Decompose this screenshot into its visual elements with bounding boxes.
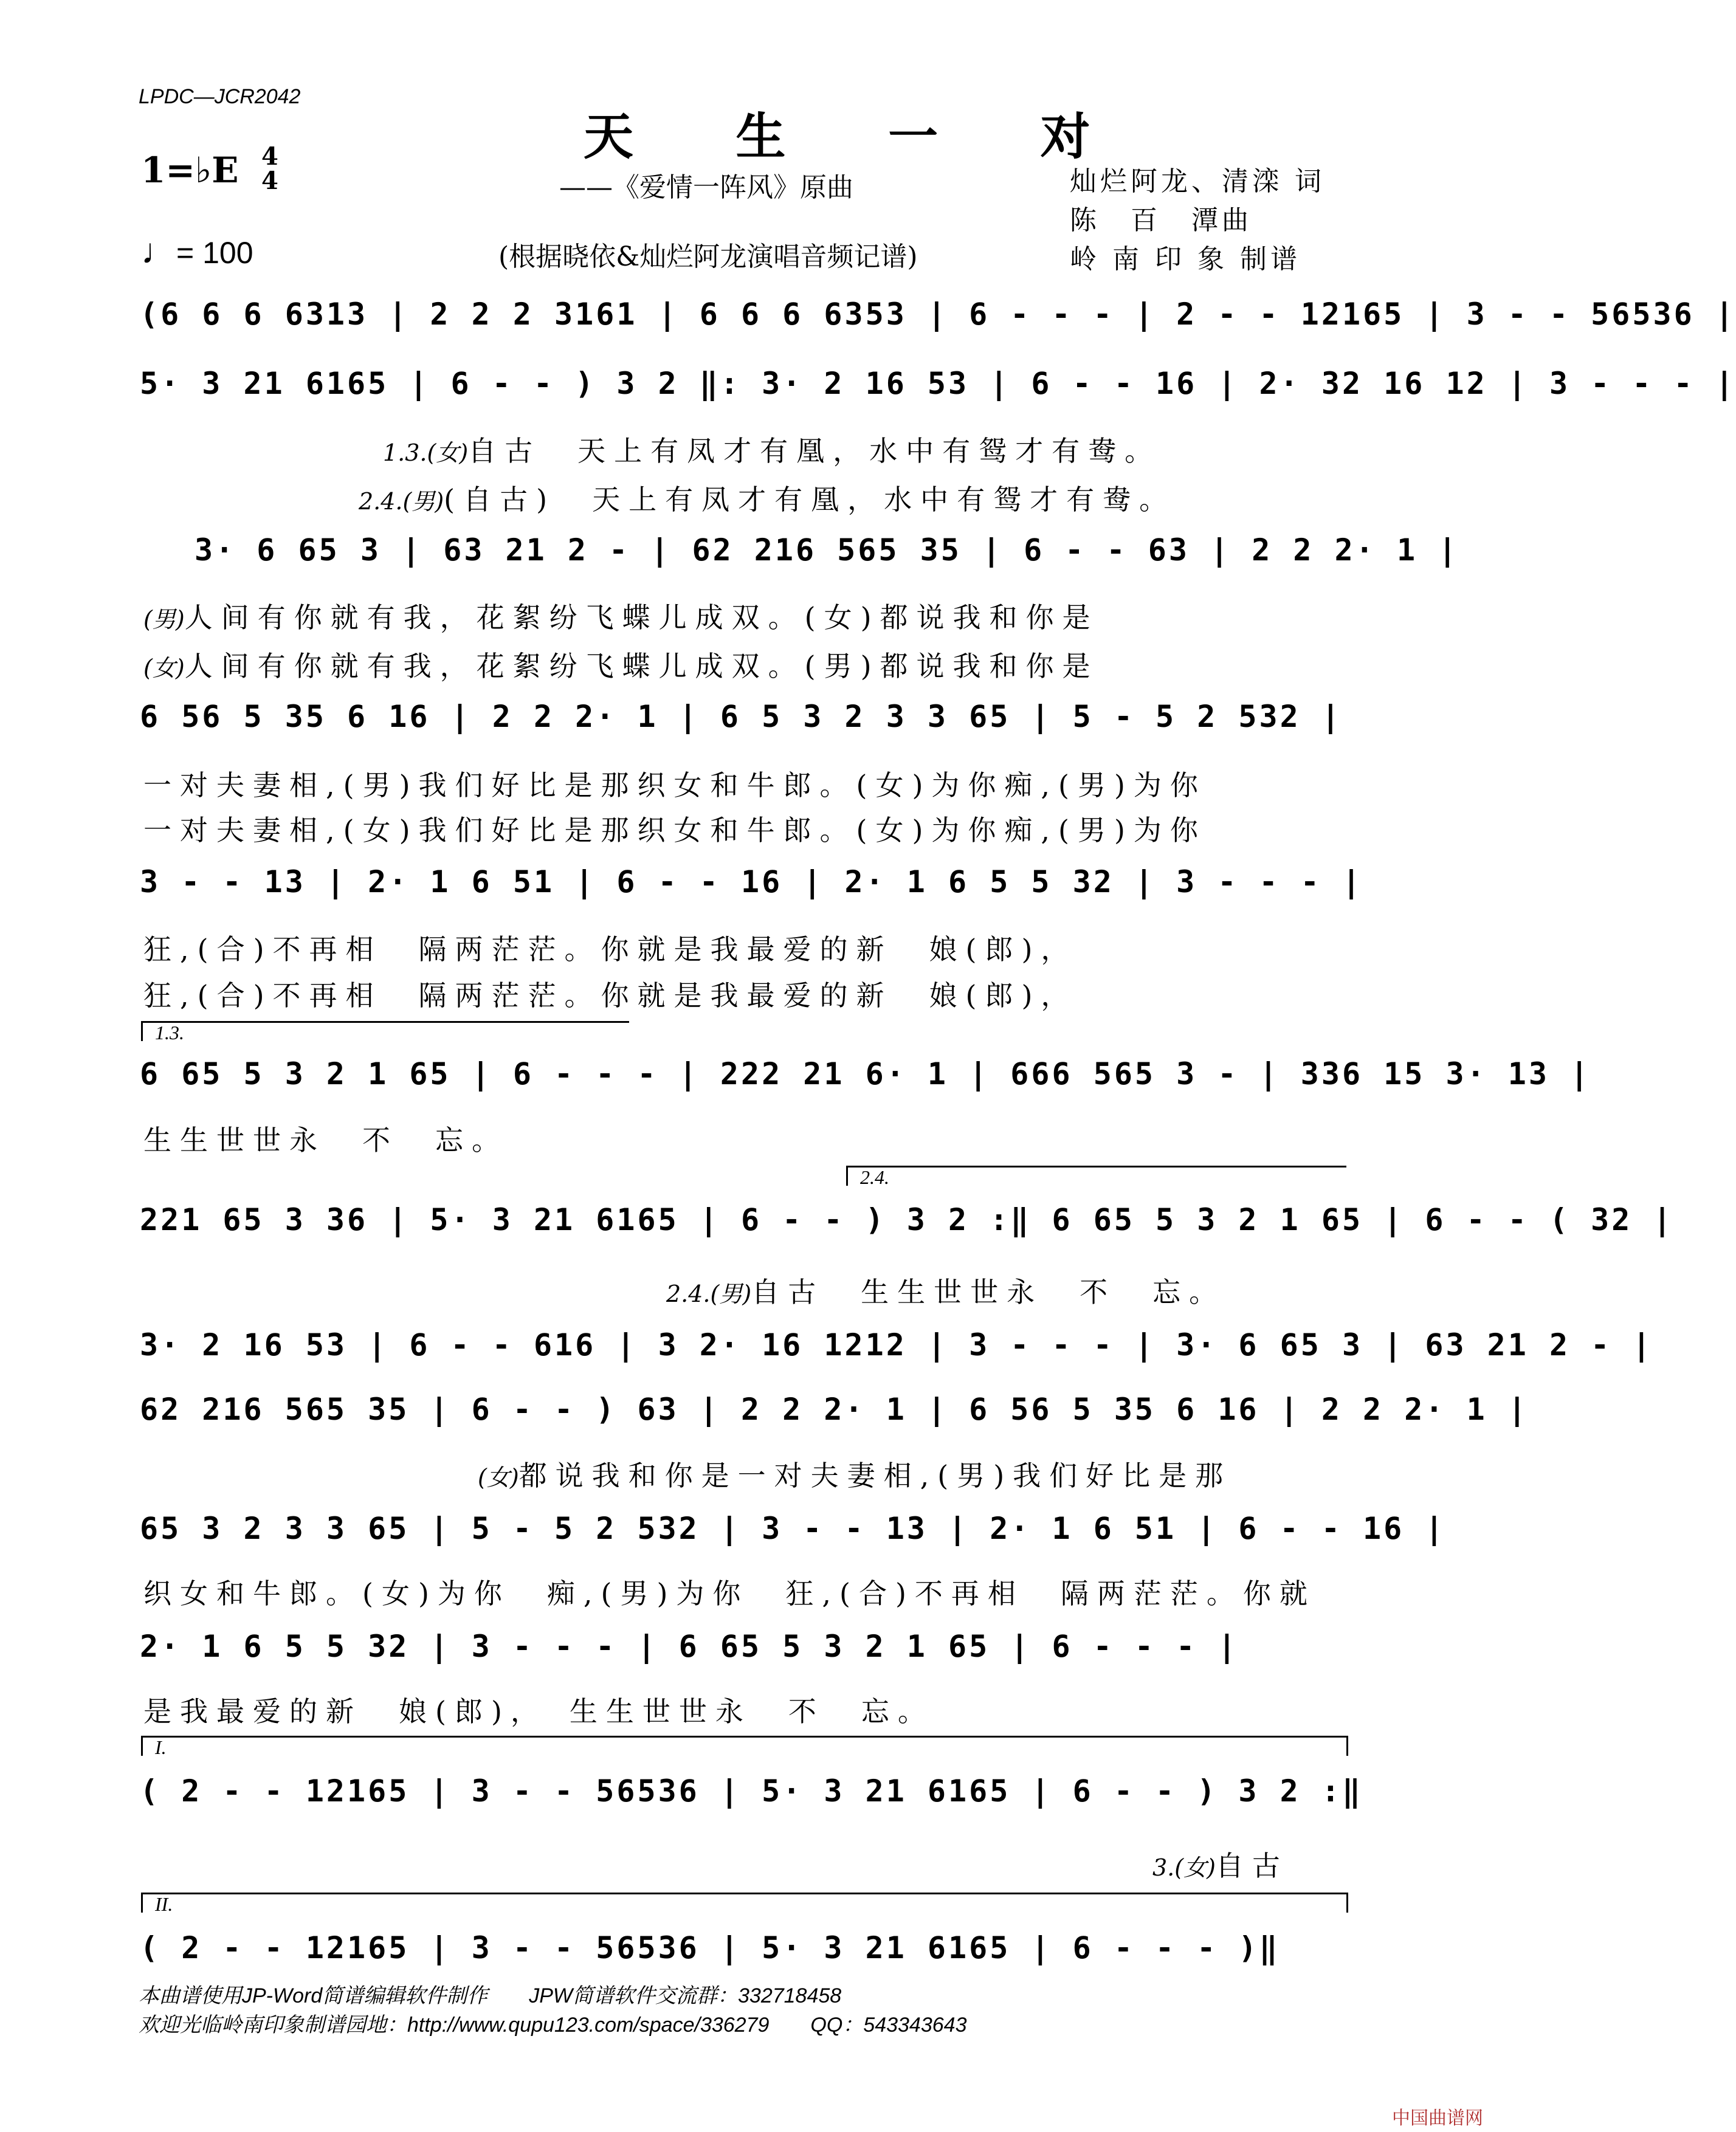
credit-lyricist: 灿烂阿龙、清滦 词 <box>1070 166 1325 197</box>
lyric-role: 1.3.(女) <box>383 439 469 466</box>
lyric-line: 织女和牛郎。(女)为你 痴,(男)为你 狂,(合)不再相 隔两茫茫。你就 <box>143 1577 1316 1610</box>
staff-line: ( 2 - - 12165 | 3 - - 56536 | 5· 3 21 6165 | 6 - - - )‖ <box>140 1930 1280 1965</box>
volta-label: I. <box>155 1736 167 1758</box>
subtitle: ——《爱情一阵风》原曲 <box>559 172 853 203</box>
staff-line: ( 2 - - 12165 | 3 - - 56536 | 5· 3 21 6165 | 6 - - ) 3 2 :‖ <box>140 1773 1363 1809</box>
lyric-line: 一对夫妻相,(男)我们好比是那织女和牛郎。(女)为你痴,(男)为你 <box>143 769 1207 802</box>
volta-label: II. <box>155 1893 173 1915</box>
lyric-line <box>143 644 1099 684</box>
staff-line: 6 56 5 35 6 16 | 2 2 2· 1 | 6 5 3 2 3 3 65 | 5 - 5 2 532 | <box>140 699 1342 734</box>
page-title: 天 生 一 对 <box>584 108 1133 166</box>
lyric-line <box>666 1270 1225 1310</box>
lyric-role: 2.4.(男) <box>359 488 444 515</box>
staff-line: 6 65 5 3 2 1 65 | 6 - - - | 222 21 6· 1 | 666 565 3 - | 336 15 3· 13 | <box>140 1056 1591 1092</box>
lyric-text: (自古) 天上有凤才有凰，水中有鸳才有鸯。 <box>444 483 1176 516</box>
lyric-line <box>383 429 1161 469</box>
staff-line: 65 3 2 3 3 65 | 5 - 5 2 532 | 3 - - 13 | 2· 1 6 51 | 6 - - 16 | <box>140 1511 1446 1546</box>
staff-line: 3· 2 16 53 | 6 - - 616 | 3 2· 16 1212 | 3 - - - | 3· 6 65 3 | 63 21 2 - | <box>140 1327 1653 1363</box>
credit-composer: 陈 百 潭曲 <box>1070 205 1252 236</box>
lyric-text: 人间有你就有我，花絮纷飞蝶儿成双。(男)都说我和你是 <box>184 650 1099 683</box>
footer-line: 本曲谱使用JP-Word简谱编辑软件制作 JPW简谱软件交流群：332718458 <box>139 1984 842 2007</box>
staff-line: 2· 1 6 5 5 32 | 3 - - - | 6 65 5 3 2 1 65 | 6 - - - | <box>140 1629 1239 1664</box>
time-signature <box>261 142 278 195</box>
lyric-role: 2.4.(男) <box>666 1281 752 1307</box>
lyric-line: 一对夫妻相,(女)我们好比是那织女和牛郎。(女)为你痴,(男)为你 <box>143 814 1207 847</box>
staff-line: 5· 3 21 6165 | 6 - - ) 3 2 ‖: 3· 2 16 53 | 6 - - 16 | 2· 32 16 12 | 3 - - - | <box>140 366 1736 401</box>
lyric-line: 是我最爱的新 娘(郎)， 生生世世永 不 忘。 <box>143 1695 934 1728</box>
lyric-role: (男) <box>143 606 185 633</box>
lyric-text: 人间有你就有我，花絮纷飞蝶儿成双。(女)都说我和你是 <box>184 601 1099 634</box>
tempo-mark <box>141 231 253 272</box>
staff-line: 221 65 3 36 | 5· 3 21 6165 | 6 - - ) 3 2 :‖ 6 65 5 3 2 1 65 | 6 - - ( 32 | <box>140 1202 1674 1237</box>
staff-line: 62 216 565 35 | 6 - - ) 63 | 2 2 2· 1 | 6 56 5 35 6 16 | 2 2 2· 1 | <box>140 1392 1529 1427</box>
lyric-line <box>143 596 1099 636</box>
lyric-role: 3.(女) <box>1152 1854 1216 1881</box>
footer-line: 欢迎光临岭南印象制谱园地：http://www.qupu123.com/space/336279 QQ：543343643 <box>139 2013 967 2037</box>
lyric-text: 都说我和你是一对夫妻相,(男)我们好比是那 <box>518 1459 1232 1492</box>
lyric-line <box>1152 1844 1289 1884</box>
key-signature: 1=♭E <box>141 150 239 191</box>
lyric-text: 自古 天上有凤才有凰，水中有鸳才有鸯。 <box>468 435 1162 467</box>
volta-label: 1.3. <box>155 1022 184 1044</box>
lyric-line: 生生世世永 不 忘。 <box>143 1124 508 1157</box>
score-code: LPDC—JCR2042 <box>139 85 301 108</box>
lyric-text: 自古 <box>1215 1849 1289 1882</box>
lyric-line: 狂,(合)不再相 隔两茫茫。你就是我最爱的新 娘(郎)， <box>143 933 1078 966</box>
volta-bracket <box>141 1893 1348 1913</box>
staff-line: (6 6 6 6313 | 2 2 2 3161 | 6 6 6 6353 | 6 - - - | 2 - - 12165 | 3 - - 56536 | <box>140 297 1736 332</box>
staff-line: 3 - - 13 | 2· 1 6 51 | 6 - - 16 | 2· 1 6 5 5 32 | 3 - - - | <box>140 864 1363 899</box>
staff-line: 3· 6 65 3 | 63 21 2 - | 62 216 565 35 | 6 - - 63 | 2 2 2· 1 | <box>195 532 1459 568</box>
volta-bracket <box>141 1736 1348 1756</box>
lyric-role: (女) <box>143 655 185 681</box>
lyric-text: 自古 生生世世永 不 忘。 <box>751 1276 1226 1308</box>
lyric-line <box>359 478 1176 518</box>
time-bottom: 4 <box>261 167 278 195</box>
lyric-line <box>478 1454 1231 1494</box>
tempo-value: = 100 <box>176 236 253 270</box>
lyric-role: (女) <box>478 1464 519 1491</box>
volta-bracket <box>141 1021 629 1044</box>
transcription-note: (根据晓依&灿烂阿龙演唱音频记谱) <box>498 241 918 272</box>
site-logo: 中国曲谱网 <box>1392 2108 1483 2129</box>
credit-transcriber: 岭 南 印 象 制谱 <box>1070 244 1301 275</box>
volta-bracket <box>846 1166 1346 1186</box>
volta-label: 2.4. <box>860 1166 889 1188</box>
lyric-line: 狂,(合)不再相 隔两茫茫。你就是我最爱的新 娘(郎)， <box>143 979 1078 1012</box>
quarter-note-icon: ♩ <box>141 232 176 271</box>
time-top: 4 <box>261 142 278 171</box>
